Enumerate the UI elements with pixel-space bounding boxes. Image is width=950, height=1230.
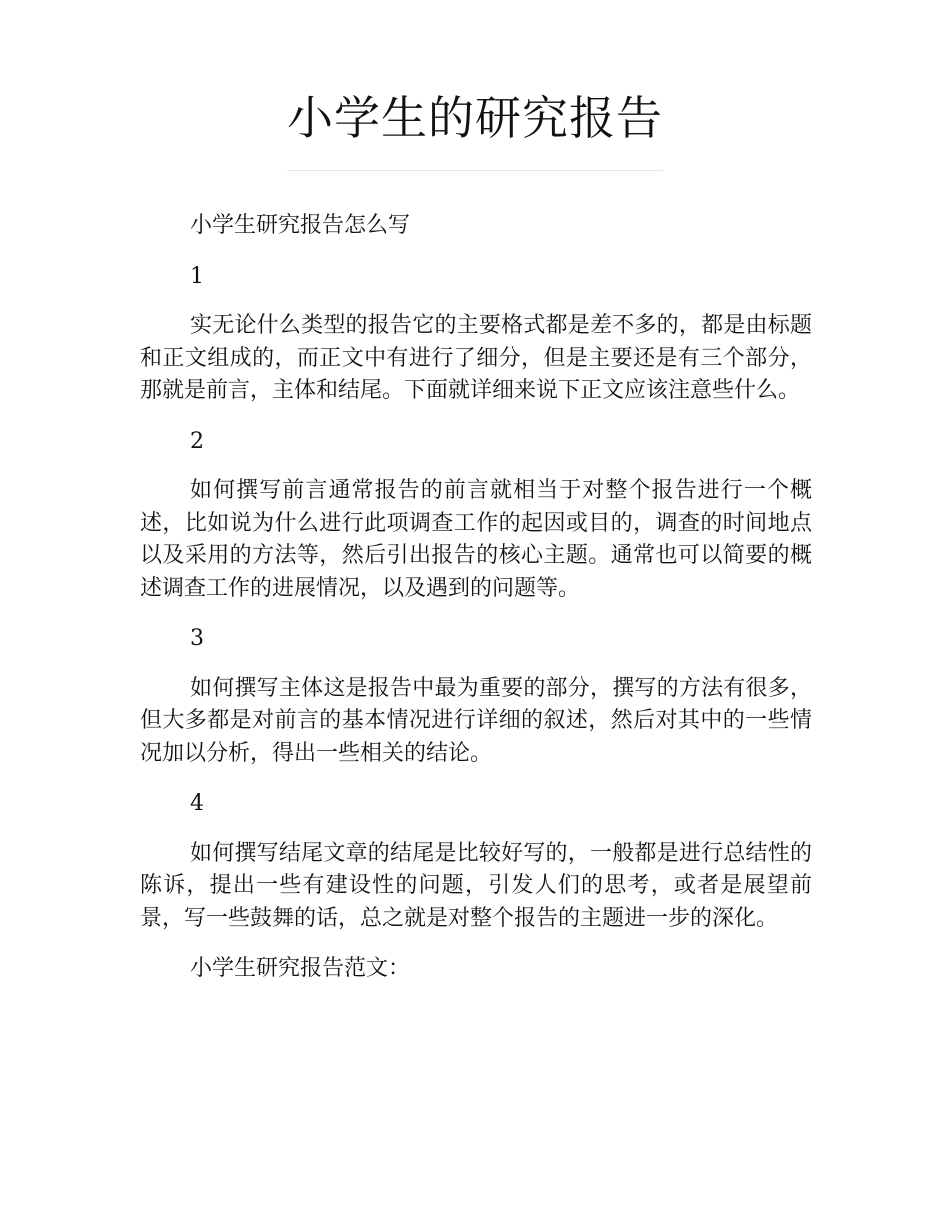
step-number: 4 [190,791,204,816]
paragraph: 如何撰写结尾文章的结尾是比较好写的，一般都是进行总结性的陈诉，提出一些有建设性的问题，引发人们的思考，或者是展望前景，写一些鼓舞的话，总之就是对整个报告的主题进一步的深化。 [140,840,812,931]
paragraph: 实无论什么类型的报告它的主要格式都是差不多的，都是由标题和正文组成的，而正文中有进行了细分，但是主要还是有三个部分，那就是前言，主体和结尾。下面就详细来说下正文应该注意些什么。 [140,313,812,403]
step-number: 2 [190,428,204,454]
section-heading: 小学生研究报告怎么写 [190,213,411,238]
step-number: 3 [190,626,204,651]
title-block [287,80,663,171]
document-body [140,210,812,1004]
step-number: 1 [190,263,204,289]
paragraph: 如何撰写前言通常报告的前言就相当于对整个报告进行一个概述，比如说为什么进行此项调查工作的起因或目的，调查的时间地点以及采用的方法等，然后引出报告的核心主题。通常也可以简要的概述调查工作的进展情况，以及遇到的问题等。 [140,478,812,601]
section-heading: 小学生研究报告范文： [190,956,411,981]
page-title: 小学生的研究报告 [287,91,663,145]
paragraph: 如何撰写主体这是报告中最为重要的部分，撰写的方法有很多，但大多都是对前言的基本情况进行详细的叙述，然后对其中的一些情况加以分析，得出一些相关的结论。 [140,675,812,766]
